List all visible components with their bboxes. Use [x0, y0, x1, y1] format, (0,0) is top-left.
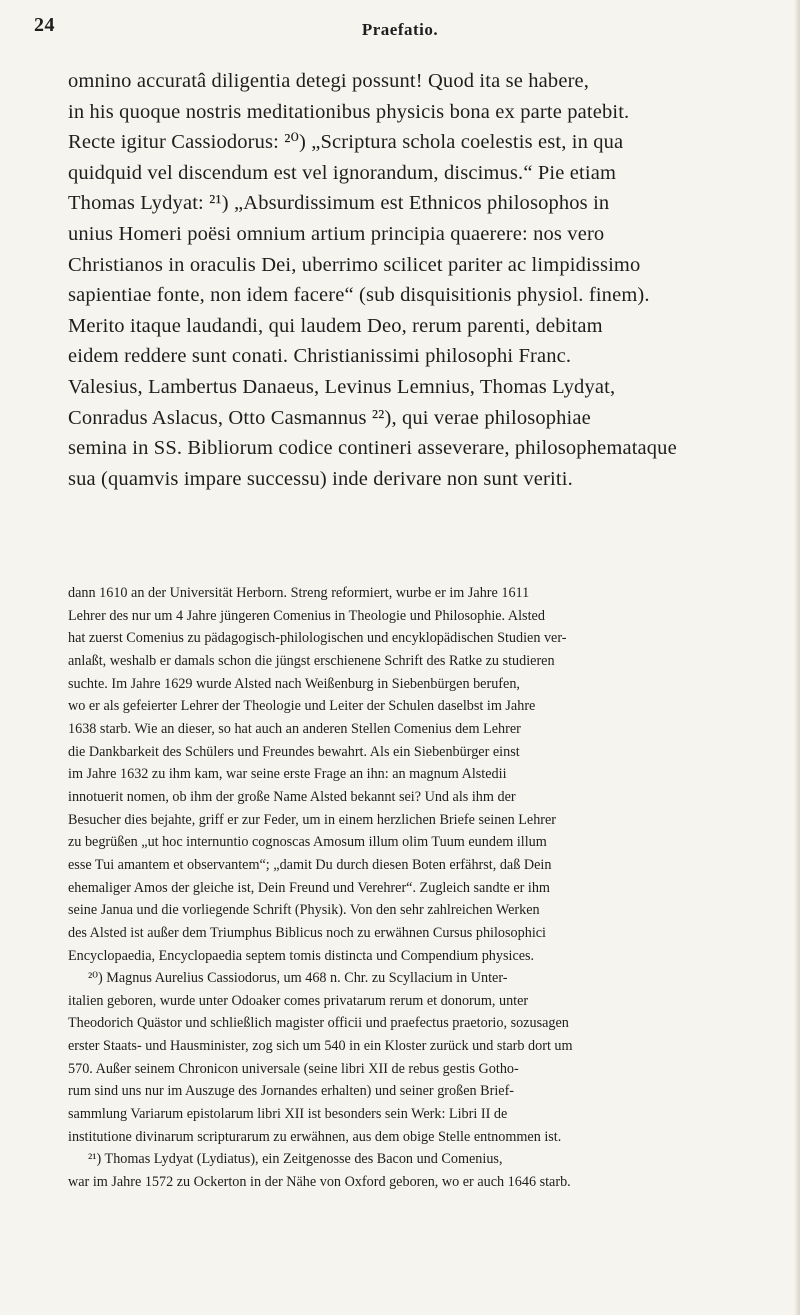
- footnote-line: 570. Außer seinem Chronicon universale (seine libri XII de rebus gestis Gotho-: [68, 1060, 519, 1077]
- footnote-line: war im Jahre 1572 zu Ockerton in der Nähe von Oxford geboren, wo er auch 1646 starb.: [68, 1174, 571, 1191]
- footnote-line: Theodorich Quästor und schließlich magister officii und praefectus praetorio, sozusagen: [68, 1015, 569, 1032]
- footnote-line: im Jahre 1632 zu ihm kam, war seine erste Frage an ihn: an magnum Alstedii: [68, 766, 507, 783]
- footnote-line: innotuerit nomen, ob ihm der große Name Alsted bekannt sei? Und als ihm der: [68, 788, 516, 805]
- footnote-line: Encyclopaedia, Encyclopaedia septem tomis distincta und Compendium physices.: [68, 947, 535, 964]
- footnote-line: suchte. Im Jahre 1629 wurde Alsted nach Weißenburg in Siebenbürgen berufen,: [68, 675, 520, 692]
- main-text-line: Thomas Lydyat: ²¹) „Absurdissimum est Ethnicos philosophos in: [68, 192, 610, 215]
- footnote-line: anlaßt, weshalb er damals schon die jüngst erschienene Schrift des Ratke zu studieren: [68, 652, 555, 669]
- main-text-line: Merito itaque laudandi, qui laudem Deo, rerum parenti, debitam: [68, 314, 603, 337]
- footnote-line: des Alsted ist außer dem Triumphus Biblicus noch zu erwähnen Cursus philosophici: [68, 924, 547, 941]
- main-text-line: Recte igitur Cassiodorus: ²⁰) „Scriptura schola coelestis est, in qua: [68, 131, 624, 154]
- main-text-line: eidem reddere sunt conati. Christianissimi philosophi Franc.: [68, 345, 572, 368]
- main-text-line: Valesius, Lambertus Danaeus, Levinus Lemnius, Thomas Lydyat,: [68, 375, 616, 398]
- page-edge-shadow: [794, 0, 800, 1315]
- footnote-line: seine Janua und die vorliegende Schrift (Physik). Von den sehr zahlreichen Werken: [68, 902, 540, 919]
- main-latin-text: [68, 66, 768, 494]
- main-text-line: sapientiae fonte, non idem facere“ (sub disquisitionis physiol. finem).: [68, 284, 650, 307]
- footnote-line: italien geboren, wurde unter Odoaker comes privatarum rerum et donorum, unter: [68, 992, 529, 1009]
- footnotes: [68, 582, 768, 1194]
- footnote-line: erster Staats- und Hausminister, zog sich um 540 in ein Kloster zurück und starb dort um: [68, 1038, 573, 1055]
- footnote-21-start: ²¹) Thomas Lydyat (Lydiatus), ein Zeitgenosse des Bacon und Comenius,: [88, 1151, 503, 1168]
- running-title: Praefatio.: [361, 20, 439, 39]
- footnote-line: dann 1610 an der Universität Herborn. Streng reformiert, wurbe er im Jahre 1611: [68, 585, 530, 601]
- main-text-line: unius Homeri poësi omnium artium principia quaerere: nos vero: [68, 222, 605, 245]
- footnote-line: 1638 starb. Wie an dieser, so hat auch an anderen Stellen Comenius dem Lehrer: [68, 720, 521, 737]
- main-text-line: Conradus Aslacus, Otto Casmannus ²²), qui verae philosophiae: [68, 406, 591, 429]
- footnote-line: Lehrer des nur um 4 Jahre jüngeren Comenius in Theologie und Philosophie. Alsted: [68, 607, 545, 624]
- footnote-line: wo er als gefeierter Lehrer der Theologie und Leiter der Schulen daselbst im Jahre: [68, 698, 536, 715]
- main-text-line: quidquid vel discendum est vel ignorandum, discimus.“ Pie etiam: [68, 161, 617, 184]
- footnote-line: sammlung Variarum epistolarum libri XII ist besonders sein Werk: Libri II de: [68, 1106, 508, 1123]
- page-number: 24: [34, 14, 55, 36]
- main-text-line: sua (quamvis impare successu) inde derivare non sunt veriti.: [68, 467, 573, 490]
- main-text-line: in his quoque nostris meditationibus physicis bona ex parte patebit.: [68, 100, 630, 123]
- footnote-20-start: ²⁰) Magnus Aurelius Cassiodorus, um 468 n. Chr. zu Scyllacium in Unter-: [88, 970, 508, 987]
- main-text-line: Christianos in oraculis Dei, uberrimo scilicet pariter ac limpidissimo: [68, 253, 641, 276]
- main-text-line: omnino accuratâ diligentia detegi possunt! Quod ita se habere,: [68, 70, 590, 92]
- footnote-line: ehemaliger Amos der gleiche ist, Dein Freund und Verehrer“. Zugleich sandte er ihm: [68, 879, 550, 896]
- footnote-line: institutione divinarum scripturarum zu erwähnen, aus dem obige Stelle entnommen ist.: [68, 1128, 562, 1145]
- footnote-line: Besucher dies bejahte, griff er zur Feder, um in einem herzlichen Briefe seinen Lehrer: [68, 811, 557, 828]
- footnote-line: zu begrüßen „ut hoc internuntio cognoscas Amosum illum olim Tuum eundem illum: [68, 834, 547, 851]
- footnote-line: hat zuerst Comenius zu pädagogisch-philologischen und encyklopädischen Studien ver-: [68, 630, 567, 647]
- footnote-line: die Dankbarkeit des Schülers und Freundes bewahrt. Als ein Siebenbürger einst: [68, 743, 520, 760]
- footnote-line: esse Tui amantem et observantem“; „damit Du durch diesen Boten erfährst, daß Dein: [68, 856, 552, 873]
- footnote-line: rum sind uns nur im Auszuge des Jornandes erhalten) und seiner großen Brief-: [68, 1083, 515, 1100]
- main-text-line: semina in SS. Bibliorum codice contineri asseverare, philosophemataque: [68, 437, 677, 460]
